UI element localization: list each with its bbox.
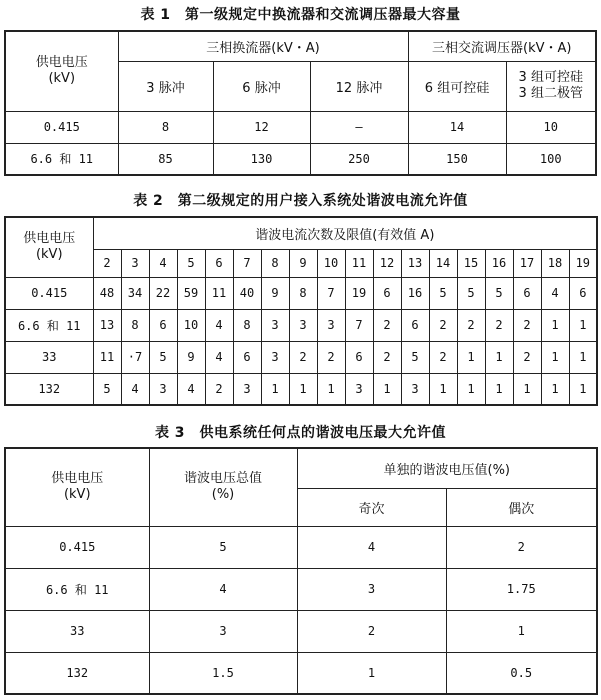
t2-cell: 4: [205, 341, 233, 373]
table-row: [5, 373, 597, 405]
t2-order-header: 19: [569, 249, 597, 277]
t2-cell: 3: [317, 309, 345, 341]
table-row: [5, 568, 597, 610]
t2-cell: 0.415: [5, 277, 93, 309]
t2-order-header: 11: [345, 249, 373, 277]
t1-cell: 14: [408, 111, 506, 143]
t2-cell: 1: [457, 341, 485, 373]
t1-cell: 130: [213, 143, 310, 175]
t3-cell: 1.5: [149, 652, 297, 694]
t2-order-header: 13: [401, 249, 429, 277]
t1-converter-group-header: 三相换流器(kV・A): [118, 31, 408, 61]
t3-cell: 0.415: [5, 526, 149, 568]
t2-cell: 6: [149, 309, 177, 341]
t2-cell: 4: [541, 277, 569, 309]
t2-order-header: 10: [317, 249, 345, 277]
t2-cell: 9: [261, 277, 289, 309]
t2-cell: 3: [289, 309, 317, 341]
t2-cell: 2: [513, 341, 541, 373]
t2-cell: 34: [121, 277, 149, 309]
t2-order-header: 3: [121, 249, 149, 277]
t2-cell: 1: [457, 373, 485, 405]
t2-cell: 1: [541, 309, 569, 341]
t3-cell: 1.75: [446, 568, 597, 610]
t1-cell: 85: [118, 143, 213, 175]
t1-sub-header: 3 组可控硅 3 组二极管: [506, 61, 596, 111]
t1-cell: —: [310, 111, 408, 143]
t2-order-header: 9: [289, 249, 317, 277]
t2-cell: 1: [569, 309, 597, 341]
t2-cell: 1: [569, 373, 597, 405]
t2-cell: 4: [121, 373, 149, 405]
t2-cell: 3: [233, 373, 261, 405]
t2-cell: 5: [485, 277, 513, 309]
t2-cell: 13: [93, 309, 121, 341]
t3-cell: 33: [5, 610, 149, 652]
t2-cell: 5: [429, 277, 457, 309]
t2-cell: 19: [345, 277, 373, 309]
table3: [4, 447, 598, 695]
t2-cell: 4: [177, 373, 205, 405]
t2-cell: 1: [541, 341, 569, 373]
t3-cell: 4: [149, 568, 297, 610]
t2-cell: 2: [289, 341, 317, 373]
t2-cell: 6: [401, 309, 429, 341]
t1-cell: 150: [408, 143, 506, 175]
t2-order-header: 14: [429, 249, 457, 277]
t1-cell: 8: [118, 111, 213, 143]
table2-caption: 表 2 第二级规定的用户接入系统处谐波电流允许值: [133, 193, 468, 209]
t2-cell: 8: [289, 277, 317, 309]
t2-cell: 48: [93, 277, 121, 309]
t3-supply-voltage-header: 供电电压 (kV): [5, 448, 149, 526]
t2-cell: 6: [345, 341, 373, 373]
t2-cell: 40: [233, 277, 261, 309]
t1-supply-voltage-header: 供电电压 (kV): [5, 31, 118, 111]
t2-cell: 5: [149, 341, 177, 373]
t2-cell: 1: [317, 373, 345, 405]
t2-order-header: 5: [177, 249, 205, 277]
t3-cell: 4: [297, 526, 446, 568]
t2-cell: 59: [177, 277, 205, 309]
t2-cell: 11: [93, 341, 121, 373]
t2-order-header: 6: [205, 249, 233, 277]
t2-cell: 22: [149, 277, 177, 309]
t2-order-header: 12: [373, 249, 401, 277]
t2-group-header: 谐波电流次数及限值(有效值 A): [93, 217, 597, 249]
t2-cell: 1: [569, 341, 597, 373]
t2-cell: 16: [401, 277, 429, 309]
t2-cell: 8: [121, 309, 149, 341]
t2-cell: 1: [289, 373, 317, 405]
t2-cell: 2: [457, 309, 485, 341]
table-row: [5, 652, 597, 694]
t1-regulator-group-header: 三相交流调压器(kV・A): [408, 31, 596, 61]
t2-cell: 2: [373, 341, 401, 373]
t3-cell: 0.5: [446, 652, 597, 694]
t2-cell: ·7: [121, 341, 149, 373]
table-row: [5, 277, 597, 309]
t2-order-header: 4: [149, 249, 177, 277]
t2-cell: 4: [205, 309, 233, 341]
t3-cell: 132: [5, 652, 149, 694]
t3-cell: 3: [149, 610, 297, 652]
table1-caption: 表 1 第一级规定中换流器和交流调压器最大容量: [140, 7, 461, 23]
t2-cell: 2: [373, 309, 401, 341]
t3-cell: 2: [297, 610, 446, 652]
t1-sub-header: 3 脉冲: [118, 61, 213, 111]
t2-cell: 1: [373, 373, 401, 405]
t2-cell: 33: [5, 341, 93, 373]
t2-cell: 1: [261, 373, 289, 405]
t2-cell: 1: [485, 341, 513, 373]
t2-cell: 2: [205, 373, 233, 405]
table1: [4, 30, 597, 176]
t2-cell: 8: [233, 309, 261, 341]
table3-caption: 表 3 供电系统任何点的谐波电压最大允许值: [154, 425, 447, 441]
t2-cell: 2: [429, 309, 457, 341]
t3-total-header: 谐波电压总值 (%): [149, 448, 297, 526]
t2-cell: 2: [429, 341, 457, 373]
t3-cell: 3: [297, 568, 446, 610]
t1-cell: 0.415: [5, 111, 118, 143]
table-row: [5, 341, 597, 373]
t2-cell: 11: [205, 277, 233, 309]
t2-cell: 132: [5, 373, 93, 405]
table-row: [5, 309, 597, 341]
t3-even-header: 偶次: [446, 488, 597, 526]
t1-cell: 12: [213, 111, 310, 143]
t3-cell: 2: [446, 526, 597, 568]
t1-sub-header: 6 脉冲: [213, 61, 310, 111]
t2-cell: 7: [317, 277, 345, 309]
t2-cell: 1: [541, 373, 569, 405]
t3-cell: 5: [149, 526, 297, 568]
t2-order-header: 17: [513, 249, 541, 277]
t2-order-header: 7: [233, 249, 261, 277]
t2-cell: 3: [261, 309, 289, 341]
t3-odd-header: 奇次: [297, 488, 446, 526]
t3-cell: 6.6 和 11: [5, 568, 149, 610]
t2-order-header: 15: [457, 249, 485, 277]
t2-cell: 2: [513, 309, 541, 341]
table2: [4, 216, 598, 406]
t1-sub-header: 6 组可控硅: [408, 61, 506, 111]
t2-supply-voltage-header: 供电电压 (kV): [5, 217, 93, 277]
t2-cell: 5: [401, 341, 429, 373]
t2-cell: 1: [513, 373, 541, 405]
t2-cell: 1: [485, 373, 513, 405]
t2-cell: 3: [345, 373, 373, 405]
t3-individual-header: 单独的谐波电压值(%): [297, 448, 597, 488]
table-row: [5, 610, 597, 652]
t2-cell: 6: [373, 277, 401, 309]
t2-order-header: 16: [485, 249, 513, 277]
t2-cell: 10: [177, 309, 205, 341]
t2-cell: 3: [261, 341, 289, 373]
t2-cell: 3: [401, 373, 429, 405]
t3-cell: 1: [446, 610, 597, 652]
t1-sub-header: 12 脉冲: [310, 61, 408, 111]
t2-cell: 6.6 和 11: [5, 309, 93, 341]
t2-cell: 3: [149, 373, 177, 405]
t2-cell: 2: [485, 309, 513, 341]
table-row: [5, 111, 596, 143]
t1-cell: 100: [506, 143, 596, 175]
t3-cell: 1: [297, 652, 446, 694]
t2-cell: 9: [177, 341, 205, 373]
t2-cell: 1: [429, 373, 457, 405]
t2-cell: 2: [317, 341, 345, 373]
t2-order-header: 2: [93, 249, 121, 277]
t2-cell: 6: [513, 277, 541, 309]
t1-cell: 6.6 和 11: [5, 143, 118, 175]
table-row: [5, 143, 596, 175]
t1-cell: 250: [310, 143, 408, 175]
t2-order-header: 8: [261, 249, 289, 277]
t1-cell: 10: [506, 111, 596, 143]
table-row: [5, 526, 597, 568]
t2-cell: 6: [569, 277, 597, 309]
t2-cell: 5: [457, 277, 485, 309]
t2-order-header: 18: [541, 249, 569, 277]
t2-cell: 6: [233, 341, 261, 373]
t2-cell: 5: [93, 373, 121, 405]
t2-cell: 7: [345, 309, 373, 341]
